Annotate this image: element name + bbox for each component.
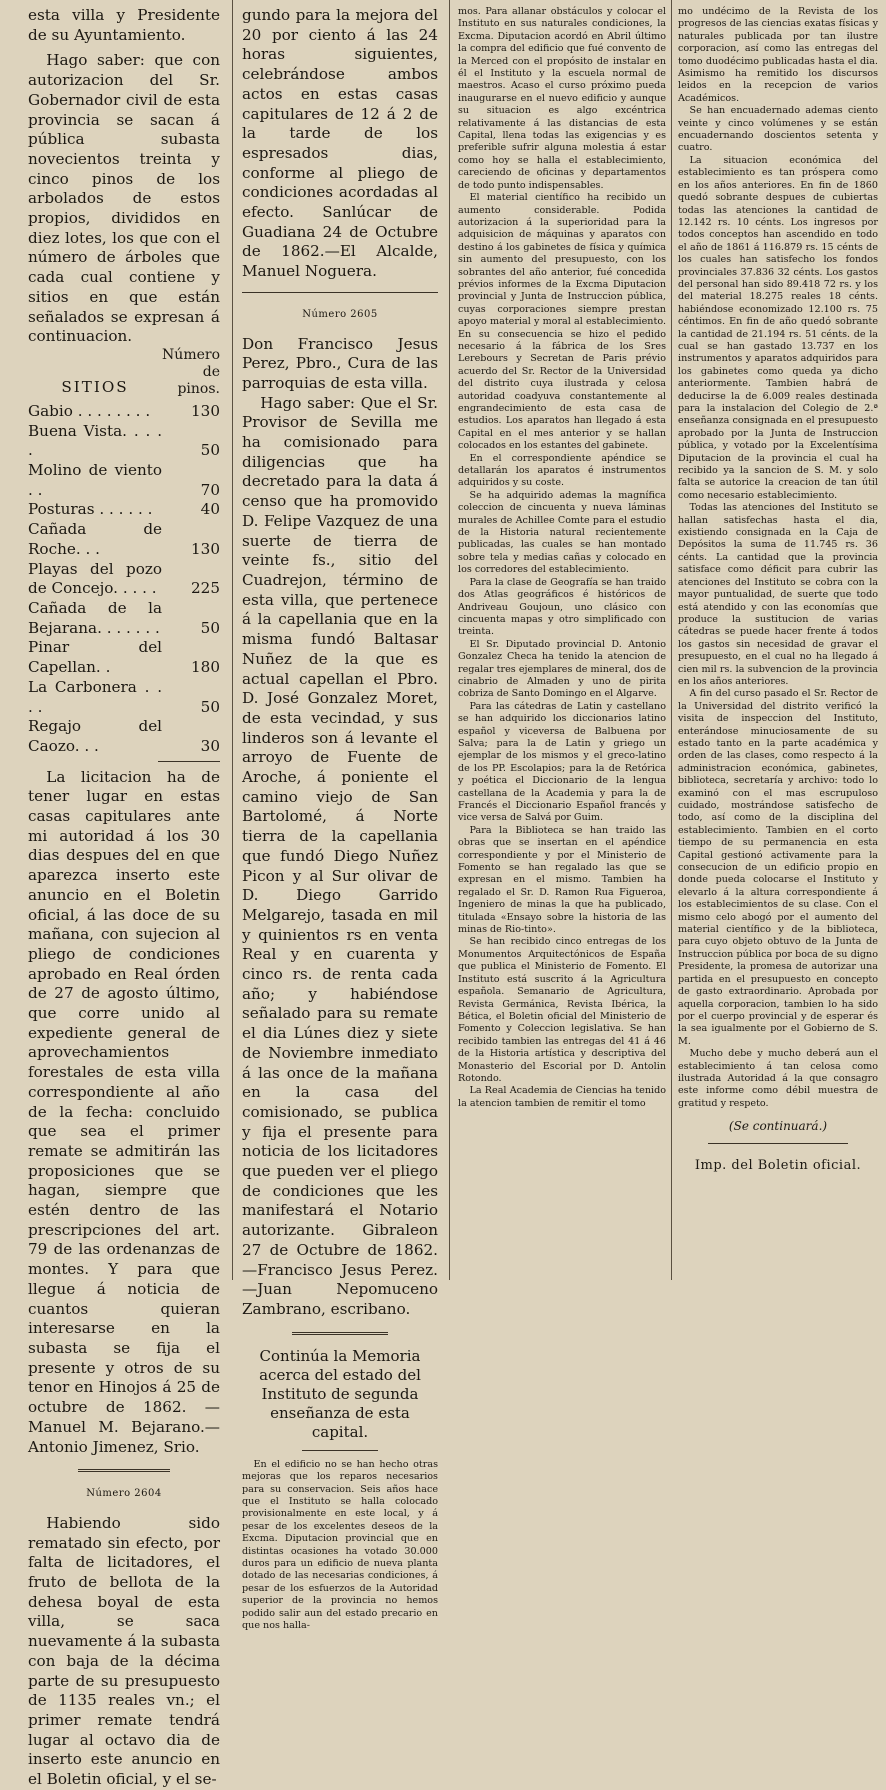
memoria-paragraph: Todas las atenciones del Instituto se hallan satisfechas hasta el dia, existiendo consignada en la Caja de Depósitos la suma de 11.745 rs. 36 cénts. La cantidad que la provincia satisface como déficit para cubrir las atenciones del Instituto se cobra con la mayor puntualidad, de suerte que todo está atendido y con las economías que produce la sustitucion de varias cátedras se puede hacer frente á todos los gastos sin necesidad de gravar el presupuesto, en el cual no ha llegado á cien mil rs. la subvencion de la provincia en los años anteriores. — [678, 502, 878, 687]
sitio-count: 50 — [200, 697, 220, 716]
sitio-count: 130 — [191, 401, 220, 420]
section-divider — [242, 292, 438, 293]
sitio-row — [28, 599, 220, 638]
memoria-paragraph: Para la clase de Geografía se han traido dos Atlas geográficos é históricos de Andriveau Goujoun, uno clásico con cincuenta mapas y otro simplificado con treinta. — [458, 576, 666, 638]
sitio-count: 50 — [200, 441, 220, 460]
sitio-count: 40 — [200, 500, 220, 519]
sitio-row — [28, 560, 220, 599]
sitio-row — [28, 402, 220, 422]
continuara-note: (Se continuará.) — [728, 1119, 828, 1134]
memoria-paragraph: Mucho debe y mucho deberá aun el establecimiento á tan celosa como ilustrada Autoridad á la que consagro este informe como débil muestra de gratitud y respeto. — [678, 1048, 878, 1109]
memoria-paragraph: El Sr. Diputado provincial D. Antonio Gonzalez Checa ha tenido la atencion de regalar tres ejemplares de mineral, dos de cinabrio de Almaden y uno de pirita cobriza de Santo Domingo en el Algarve. — [458, 638, 666, 700]
numero-header: Número de pinos. — [162, 346, 220, 397]
memoria-paragraph: mo undécimo de la Revista de los progresos de las ciencias exatas físicas y naturales publicada por tan ilustre corporacion, así como las entregas del tomo duodécimo publicadas hasta el dia. Asimismo ha remitido los discursos leidos en la recepcion de varios Académicos. — [678, 6, 878, 104]
sitio-row — [28, 717, 220, 756]
sitio-name: Cañada de Roche. . . — [28, 520, 163, 558]
section-divider — [708, 1143, 848, 1144]
column-2 — [242, 6, 438, 1631]
sitio-name: Gabio . . . . . . . . — [28, 401, 151, 420]
licitacion-paragraph: La licitacion ha de tener lugar en estas casas capitulares ante mi autoridad á los 30 dias despues del en que aparezca inserto este anuncio en el Boletin oficial, á las doce de su mañana, con sujecion al pliego de condiciones aprobado en Real órden de 27 de agosto último, que corre unido al expediente general de aprovechamientos forestales de esta villa correspondiente al año de la fecha: concluido que sea el primer remate se admitirán las proposiciones que se hagan, siempre que estén dentro de las prescripciones del art. 79 de las ordenanzas de montes. Y para que llegue á noticia de cuantos quieran interesarse en la subasta se fija el presente y otros de su tenor en Hinojos á 25 de octubre de 1862. —Manuel M. Bejarano.—Antonio Jimenez, Srio. — [28, 767, 220, 1456]
memoria-paragraph: La Real Academia de Ciencias ha tenido la atencion tambien de remitir el tomo — [458, 1085, 666, 1109]
bellota-paragraph: Habiendo sido rematado sin efecto, por falta de licitadores, el fruto de bellota de la dehesa boyal de esta villa, se saca nuevamente á la subasta con baja de la décima parte de su presupuesto de 1135 reales vn.; el primer remate tendrá lugar al octavo dia de inserto este anuncio en el Boletin oficial, y el se- — [28, 1513, 220, 1789]
edificio-paragraph: En el edificio no se han hecho otras mejoras que los reparos necesarios para su conservacion. Seis años hace que el Instituto se halla colocado provisionalmente en este local, y á pesar de los excelentes deseos de la Excma. Diputacion provincial que en distintas ocasiones ha votado 30.000 duros para un edificio de nueva planta dotado de las necesarias condiciones, á pesar de los esfuerzos de la Autoridad superior de la provincia no hemos podido salir aun del estado precario en que nos halla- — [242, 1458, 438, 1631]
intro-paragraph: esta villa y Presidente de su Ayuntamiento. — [28, 6, 220, 44]
table-total-rule — [158, 761, 220, 762]
sitio-count: 225 — [191, 579, 220, 598]
sitio-row — [28, 678, 220, 717]
sitio-name: Playas del pozo de Concejo. . . . . — [28, 559, 163, 598]
sitio-row — [28, 422, 220, 461]
sitio-count: 180 — [191, 658, 220, 677]
sitio-name: Molino de viento . . — [28, 461, 163, 499]
memoria-paragraph: Se han encuadernado ademas ciento veinte y cinco volúmenes y se están encuadernando doscientos setenta y cuatro. — [678, 105, 878, 154]
memoria-paragraph: Para la Biblioteca se han traido las obras que se insertan en el apéndice correspondiente y por el Ministerio de Fomento se han regalado las que se expresan en el mismo. Tambien ha regalado el Sr. D. Ramon Rua Figueroa, Ingeniero de minas la que ha publicado, titulada «Ensayo sobre la historia de las minas de Rio-tinto». — [458, 824, 666, 936]
imprenta-footer: Imp. del Boletin oficial. — [694, 1157, 862, 1173]
sitio-count: 130 — [191, 539, 220, 558]
sitio-name: Posturas . . . . . . — [28, 500, 153, 519]
memoria-title: Continúa la Memoria acerca del estado del Instituto de segunda enseñanza de esta capital. — [259, 1346, 421, 1441]
section-divider — [292, 1332, 388, 1335]
sitio-name: Cañada de la Bejarana. . . . . . . — [28, 598, 163, 637]
sitio-name: Regajo del Caozo. . . — [28, 717, 163, 755]
sitio-name: La Carbonera . . . . — [28, 677, 163, 716]
sitio-count: 50 — [200, 618, 220, 637]
sitio-row — [28, 638, 220, 677]
continuation-paragraph: gundo para la mejora del 20 por ciento á las 24 horas siguientes, celebrándose ambos actos en estas casas capitulares de 12 á 2 de la tarde de los espresados dias, conforme al pliego de condiciones acordadas al efecto. Sanlúcar de Guadiana 24 de Octubre de 1862.—El Alcalde, Manuel Noguera. — [242, 6, 438, 281]
hago-saber-paragraph: Hago saber: Que el Sr. Provisor de Sevilla me ha comisionado para diligencias que ha decretado para la data á censo que ha promovido D. Felipe Vazquez de una suerte de tierra de veinte fs., sitio del Cuadrejon, término de esta villa, que pertenece á la capellania que en la misma fundó Baltasar Nuñez de la que es actual capellan el Pbro. D. José Gonzalez Moret, de esta vecindad, y sus linderos son á levante el arroyo de Fuente de Aroche, á poniente el camino viejo de San Bartolomé, á Norte tierra de la capellania que fundó Diego Nuñez Picon y al Sur olivar de D. Diego Garrido Melgarejo, tasada en mil y quinientos rs en venta Real y en cuarenta y cinco rs. de renta cada año; y habiéndose señalado para su remate el dia Lúnes diez y siete de Noviembre inmediato á las once de la mañana en la casa del comisionado, se publica y fija el presente para noticia de los licitadores que pueden ver el pliego de condiciones que les manifestará el Notario autorizante. Gibraleon 27 de Octubre de 1862.—Francisco Jesus Perez.—Juan Nepomuceno Zambrano, escribano. — [242, 393, 438, 1318]
sitio-row — [28, 520, 220, 559]
sitio-count: 30 — [200, 736, 220, 755]
column-4 — [678, 6, 878, 1274]
memoria-paragraph: Para las cátedras de Latin y castellano se han adquirido los diccionarios latino español y viceversa de Balbuena por Salva; para la de Latin y griego un ejemplar de los mismos y el greco-latino de los PP. Escolapios; para la de Retórica y poética el Diccionario de la lengua castellana de la Academia y para la de Francés el Diccionario Español francés y vice versa de Salvá por Guim. — [458, 700, 666, 824]
sitio-row — [28, 500, 220, 520]
memoria-paragraph: La situacion económica del establecimiento es tan próspera como en los años anteriores. En fin de 1860 quedó sobrante despues de cubiertas todas las atenciones la cantidad de 12.142 rs. 10 cénts. Los ingresos por todos conceptos han ascendido en todo el año de 1861 á 116.879 rs. 15 cénts de los cuales han satisfecho los fondos provinciales 37.836 32 cénts. Los gastos del personal han sido 89.418 72 rs. y los del material 18.275 reales 18 cénts. habiéndose economizado 12.100 rs. 75 céntimos. En fin de año quedó sobrante la cantidad de 21.194 rs. 51 cénts. de la cual se han gastado 13.737 en los instrumentos y aparatos adquiridos para los gabinetes como queda ya dicho anteriormente. Tambien habrá de deducirse la de 6.009 reales destinada para la instalacion del Colegio de 2.ª enseñanza consignada en el presupuesto aprobado por la Junta de Instruccion pública, y votado por la Excelentísima Diputacion de la provincia el cual ha recibido ya la sancion de S. M. y solo falta se autorice la creacion de tan útil como necesario establecimiento. — [678, 154, 878, 501]
memoria-paragraph: En el correspondiente apéndice se detallarán los aparatos é instrumentos adquiridos y su coste. — [458, 452, 666, 489]
section-divider — [78, 1469, 170, 1472]
column-divider — [671, 0, 672, 1280]
memoria-paragraph: Se han recibido cinco entregas de los Monumentos Arquitectónicos de España que publica el Ministerio de Fomento. El Instituto está suscrito á la Agricultura española. Semanario de Agricultura, Revista Germánica, Revista Ibérica, la Bética, el Boletin oficial del Ministerio de Fomento y Coleccion legislativa. Se han recibido tambien las entregas del 41 á 46 de la Historia artística y descriptiva del Monasterio del Escorial por D. Antolin Rotondo. — [458, 936, 666, 1084]
memoria-paragraph: El material científico ha recibido un aumento considerable. Podida autorizacion á la superioridad para la adquisicion de máquinas y aparatos con destino á los gabinetes de física y química sin aumento del presupuesto, con los sobrantes del año anterior, fué concedida prévios informes de la Excma Diputacion provincial y Junta de Instruccion pública, cuyas corporaciones siempre prestan apoyo material y moral al establecimiento. En su consecuencia se hizo el pedido necesario á la fábrica de los Sres Lerebours y Secretan de Paris prévio acuerdo del Sr. Rector de la Universidad del distrito cuya ilustrada y celosa autoridad coadyuva constantemente al engrandecimiento de esta casa de estudios. Los aparatos han llegado á esta Capital en el mes anterior y se hallan colocados en los estantes del gabinete. — [458, 192, 666, 452]
column-3 — [458, 6, 666, 1274]
sitio-count: 70 — [200, 480, 220, 499]
sitio-row — [28, 461, 220, 500]
notice-number: Número 2604 — [86, 1488, 162, 1500]
hago-saber-paragraph: Hago saber: que con autorizacion del Sr. Gobernador civil de esta provincia se sacan á pública subasta novecientos treinta y cinco pinos de los arbolados de estos propios, divididos en diez lotes, los que con el número de árboles que cada cual contiene y sitios en que están señalados se expresan á continuacion. — [28, 51, 220, 346]
column-divider — [232, 0, 233, 1280]
sitios-table — [28, 347, 220, 757]
column-1 — [28, 6, 220, 1789]
column-divider — [449, 0, 450, 1280]
memoria-paragraph: mos. Para allanar obstáculos y colocar el Instituto en sus naturales condiciones, la Excma. Diputacion acordó en Abril último la compra del edificio que fué convento de la Merced con el propósito de instalar en él el Instituto y la escuela normal de maestros. Acaso el curso próximo pueda inaugurarse en el nuevo edificio y aunque su situacion es algo excéntrica relativamente á las distancias de esta Capital, llena todas las exigencias y es preferible sufrir alguna molestia á estar como hoy se halla el establecimiento, careciendo de oficinas y departamentos de todo punto indispensables. — [458, 6, 666, 191]
sitio-name: Buena Vista. . . . . — [28, 421, 163, 460]
sitios-header: SITIOS — [61, 378, 129, 397]
memoria-paragraph: Se ha adquirido ademas la magnífica coleccion de cincuenta y nueva láminas murales de Achillee Comte para el estudio de la Historia natural recientemente publicadas, las cuales se han montado sobre tela y medias cañas y colocado en los corredores del establecimiento. — [458, 489, 666, 576]
notice-number: Número 2605 — [302, 308, 378, 320]
don-francisco-paragraph: Don Francisco Jesus Perez, Pbro., Cura de las parroquias de esta villa. — [242, 334, 438, 392]
title-rule — [302, 1450, 378, 1451]
memoria-paragraph: A fin del curso pasado el Sr. Rector de la Universidad del distrito verificó la visita de inspeccion del Instituto, enterándose minuciosamente de su estado tanto en la parte académica y orden de las clases, como respecto á la administracion económica, gabinetes, biblioteca, secretaría y archivo: todo lo examinó con el mas escrupuloso cuidado, mostrándose satisfecho de todo, así como de la disciplina del establecimiento. Tambien en el corto tiempo de su permanencia en esta Capital gestionó activamente para la consecucion de un edificio propio en donde pueda colocarse el Instituto y elevarlo á la altura correspondiente á los establecimientos de su clase. Con el mismo celo abogó por el aumento del material científico y de la biblioteca, para cuyo objeto obtuvo de la Junta de Instruccion pública por boca de su digno Presidente, la promesa de autorizar una partida en el presupuesto en concepto de gasto extraordinario. Aprobada por aquella corporacion, tambien lo ha sido por el cuerpo provincial y de esperar és la sea igualmente por el Gobierno de S. M. — [678, 688, 878, 1047]
sitio-name: Pinar del Capellan. . — [28, 638, 163, 677]
